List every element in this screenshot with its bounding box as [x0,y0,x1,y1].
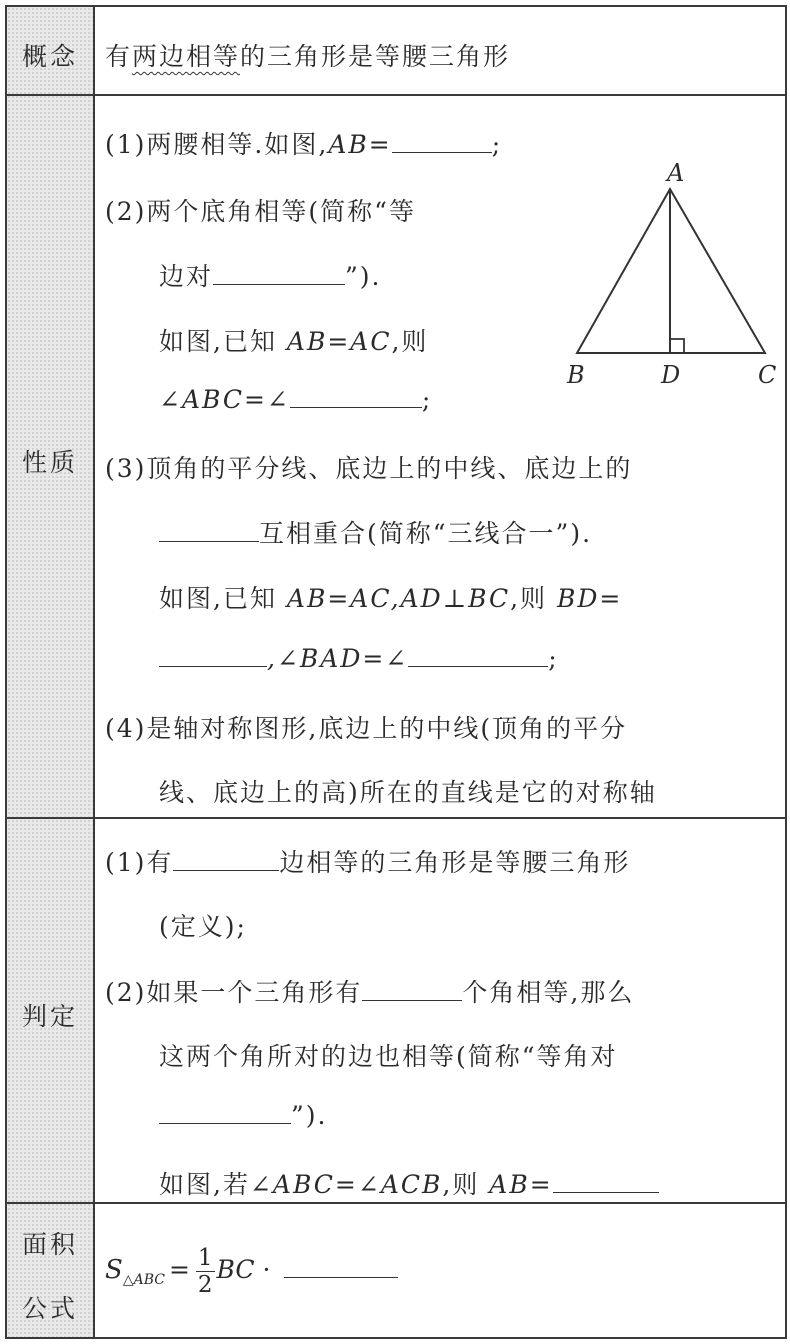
c2-l3-post: ”). [291,1101,328,1130]
concept-pre: 有 [105,42,133,71]
label-criteria: 判定 [21,1002,78,1031]
frac-den: 2 [197,1272,213,1298]
blank[interactable] [213,262,345,285]
blank[interactable] [408,644,548,667]
property-2-line4 [159,385,432,414]
p1-text: (1)两腰相等.如图, [105,130,329,159]
label-properties: 性质 [21,448,78,477]
property-1 [105,125,502,161]
p3-l3-math: AB=AC,AD⊥BC [286,584,511,613]
p1-end: ; [491,130,503,159]
criterion-2-line1 [105,973,634,1009]
label-area-2: 公式 [21,1294,78,1323]
label-area-1: 面积 [21,1230,78,1259]
criterion-1-line1 [105,843,630,879]
row-divider [7,817,785,819]
p2-l4-math: ∠ABC=∠ [159,385,290,414]
label-a: A [667,159,685,187]
p3-l3-mid: ,则 [510,584,557,613]
p2-l4-end: ; [421,385,433,414]
property-3-line1: (3)顶角的平分线、底边上的中线、底边上的 [105,454,633,483]
p1-eq: = [368,130,392,159]
p2-l2-pre: 边对 [159,262,214,291]
row-divider [7,94,785,96]
concept-text [105,37,510,73]
area-bc: BC [216,1255,255,1284]
concept-post: 的三角形是等腰三角形 [240,42,511,71]
p3-l4-end: ; [548,644,559,673]
blank[interactable] [362,978,462,1001]
label-c: C [758,361,777,389]
property-2-line2 [159,257,382,293]
property-3-line3 [159,579,622,615]
p2-l3-math: AB=AC [286,327,392,356]
area-s: S [105,1255,123,1285]
area-dot: · [262,1255,271,1284]
p3-l4-mid: ,∠BAD=∠ [267,644,409,673]
concept-key-phrase: 两边相等 [132,42,241,71]
c1-post: 边相等的三角形是等腰三角形 [279,848,631,877]
property-3-line4 [159,644,559,673]
blank[interactable] [553,1170,659,1193]
criterion-1-line2: (定义); [159,912,247,941]
label-column [7,7,95,1337]
c2-l4-mid: ,则 [442,1170,490,1199]
c2-l4-math2: AB= [489,1170,553,1199]
c2-l1-post: 个角相等,那么 [462,978,635,1007]
blank[interactable] [159,519,259,542]
c2-l1-pre: (2)如果一个三角形有 [105,978,363,1007]
area-sub: △ABC [122,1272,165,1288]
property-3-line2 [159,514,592,550]
blank[interactable] [159,1101,291,1124]
triangle-figure [555,157,787,397]
blank[interactable] [290,385,422,408]
frac-num: 1 [197,1245,213,1271]
fraction-one-half [196,1245,215,1298]
blank[interactable] [392,130,492,153]
c1-pre: (1)有 [105,848,174,877]
criterion-2-line3 [159,1101,327,1130]
c2-l4-math: ∠ABC=∠ACB [249,1170,443,1199]
p3-l2-post: 互相重合(简称“三线合一”). [259,519,593,548]
label-b: B [567,361,585,389]
property-4-line1: (4)是轴对称图形,底边上的中线(顶角的平分 [105,714,628,743]
criterion-2-line2: 这两个角所对的边也相等(简称“等角对 [159,1042,618,1071]
blank[interactable] [284,1255,398,1278]
p2-l2-post: ”). [345,262,382,291]
property-4-line2: 线、底边上的高)所在的直线是它的对称轴 [159,778,657,807]
row-divider [7,1202,785,1204]
p1-ab: AB [328,130,369,159]
property-2-line3 [159,322,428,358]
label-d: D [661,361,681,389]
p3-l3-math2: BD= [557,584,623,613]
criterion-2-line4 [159,1165,659,1201]
area-formula [105,1245,398,1298]
blank[interactable] [173,848,279,871]
area-eq: = [168,1255,190,1284]
c2-l4-pre: 如图,若 [159,1170,250,1199]
property-2-line1: (2)两个底角相等(简称“等 [105,197,416,226]
p2-l3-post: ,则 [391,327,429,356]
knowledge-table [5,5,787,1339]
p2-l3-pre: 如图,已知 [159,327,287,356]
p3-l3-pre: 如图,已知 [159,584,287,613]
label-concept: 概念 [21,42,78,71]
blank[interactable] [159,644,267,667]
